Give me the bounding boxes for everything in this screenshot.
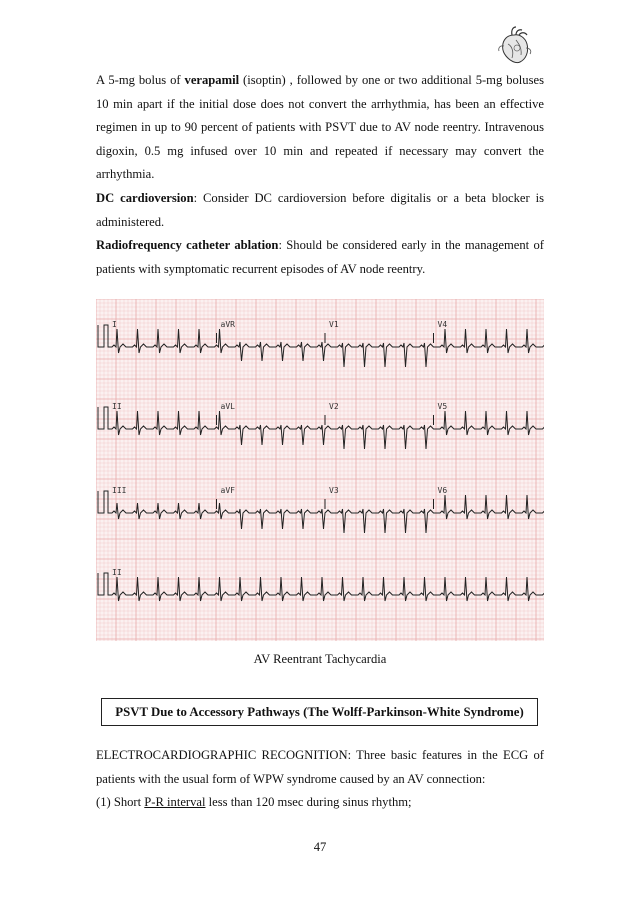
paragraph-verapamil [96,69,544,281]
p2-bold: DC cardioversion [96,190,194,205]
p3-bold: Radiofrequency catheter ablation [96,238,279,253]
ecg-strip-figure [96,299,544,641]
p4-text: ELECTROCARDIOGRAPHIC RECOGNITION: Three basic features in the ECG of patients with the usual form of WPW syndrome caused by an AV connection: [96,748,544,786]
ecg-lead-label: V2 [329,402,339,411]
ecg-lead-label: aVL [220,402,235,411]
li1-underlined: P-R interval [144,795,206,810]
ecg-lead-label: V1 [329,320,339,329]
p1-bold-verapamil: verapamil [184,73,240,87]
ecg-lead-label: aVR [220,320,235,329]
figure-caption: AV Reentrant Tachycardia [253,652,387,666]
paragraph-ecg-recognition [96,744,544,815]
p3-text: : Should be considered early in the management of patients with symptomatic recurrent episodes of AV node reentry. [96,238,544,276]
ecg-lead-label: II [112,402,122,411]
page-number: 47 [313,840,327,854]
list-item-1 [96,791,544,815]
ecg-lead-label: III [112,486,127,495]
p1-text-a: A 5-mg bolus of [96,73,185,87]
ecg-lead-label: I [112,320,117,329]
p1-text-b: (isoptin) , followed by one or two additional 5-mg boluses 10 min apart if the initial dose does not convert the arrhythmia, has been an effective regimen in up to 90 percent of patients with PSVT due to AV node reentry. Intravenous digoxin, 0.5 mg infused over 10 min and repeated if necessary may convert the arrhythmia. [96,73,544,182]
ecg-lead-label: V5 [437,402,448,411]
li1-prefix: (1) Short [96,795,145,810]
li1-rest: less than 120 msec during sinus rhythm; [205,795,412,810]
ecg-lead-label: V3 [329,486,339,495]
ecg-lead-label: aVF [220,486,235,495]
ecg-lead-label: II [112,568,122,577]
p2-text: : Consider DC cardioversion before digitalis or a beta blocker is administered. [96,190,544,229]
ecg-lead-label: V6 [437,486,448,495]
ecg-lead-label: V4 [437,320,448,329]
heart-logo-icon [492,22,538,68]
section-heading-box: PSVT Due to Accessory Pathways (The Wolff-Parkinson-White Syndrome) [101,698,538,726]
